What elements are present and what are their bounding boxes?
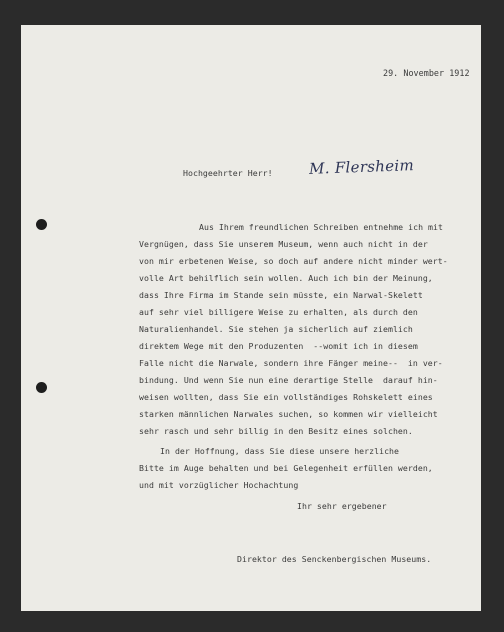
closing-line: Ihr sehr ergebener [297,501,387,511]
paragraph1-line: direktem Wege mit den Produzenten --womit ich in diesem [139,341,418,351]
punch-hole-top [36,219,47,230]
paragraph2-line: In der Hoffnung, dass Sie diese unsere herzliche [160,446,400,456]
salutation: Hochgeehrter Herr! [183,168,273,178]
letter-page [21,25,481,611]
letter-date: 29. November 1912 [383,68,470,78]
paragraph1-line: Vergnügen, dass Sie unserem Museum, wenn auch nicht in der [139,239,428,249]
paragraph1-line: starken männlichen Narwales suchen, so kommen wir vielleicht [139,409,438,419]
paragraph1-line: auf sehr viel billigere Weise zu erhalten, als durch den [139,307,418,317]
paragraph1-line: dass Ihre Firma im Stande sein müsste, ein Narwal-Skelett [139,290,423,300]
paragraph1-line: von mir erbetenen Weise, so doch auf andere nicht minder wert- [139,256,448,266]
paragraph2-line: und mit vorzüglicher Hochachtung [139,480,299,490]
paragraph1-line: weisen wollten, dass Sie ein vollständiges Rohskelett eines [139,392,433,402]
paragraph1-line: Naturalienhandel. Sie stehen ja sicherlich auf ziemlich [139,324,413,334]
paragraph1-line: Aus Ihrem freundlichen Schreiben entnehme ich mit [199,222,443,232]
paragraph1-line: sehr rasch und sehr billig in den Besitz eines solchen. [139,426,413,436]
paragraph2-line: Bitte im Auge behalten und bei Gelegenheit erfüllen werden, [139,463,433,473]
paragraph1-line: volle Art behilflich sein wollen. Auch ich bin der Meinung, [139,273,433,283]
sender-title: Direktor des Senckenbergischen Museums. [237,554,432,564]
paragraph1-line: Falle nicht die Narwale, sondern ihre Fänger meine-- in ver- [139,358,443,368]
handwritten-addressee-name: M. Flersheim [308,156,415,178]
paragraph1-line: bindung. Und wenn Sie nun eine derartige Stelle darauf hin- [139,375,438,385]
punch-hole-bottom [36,382,47,393]
